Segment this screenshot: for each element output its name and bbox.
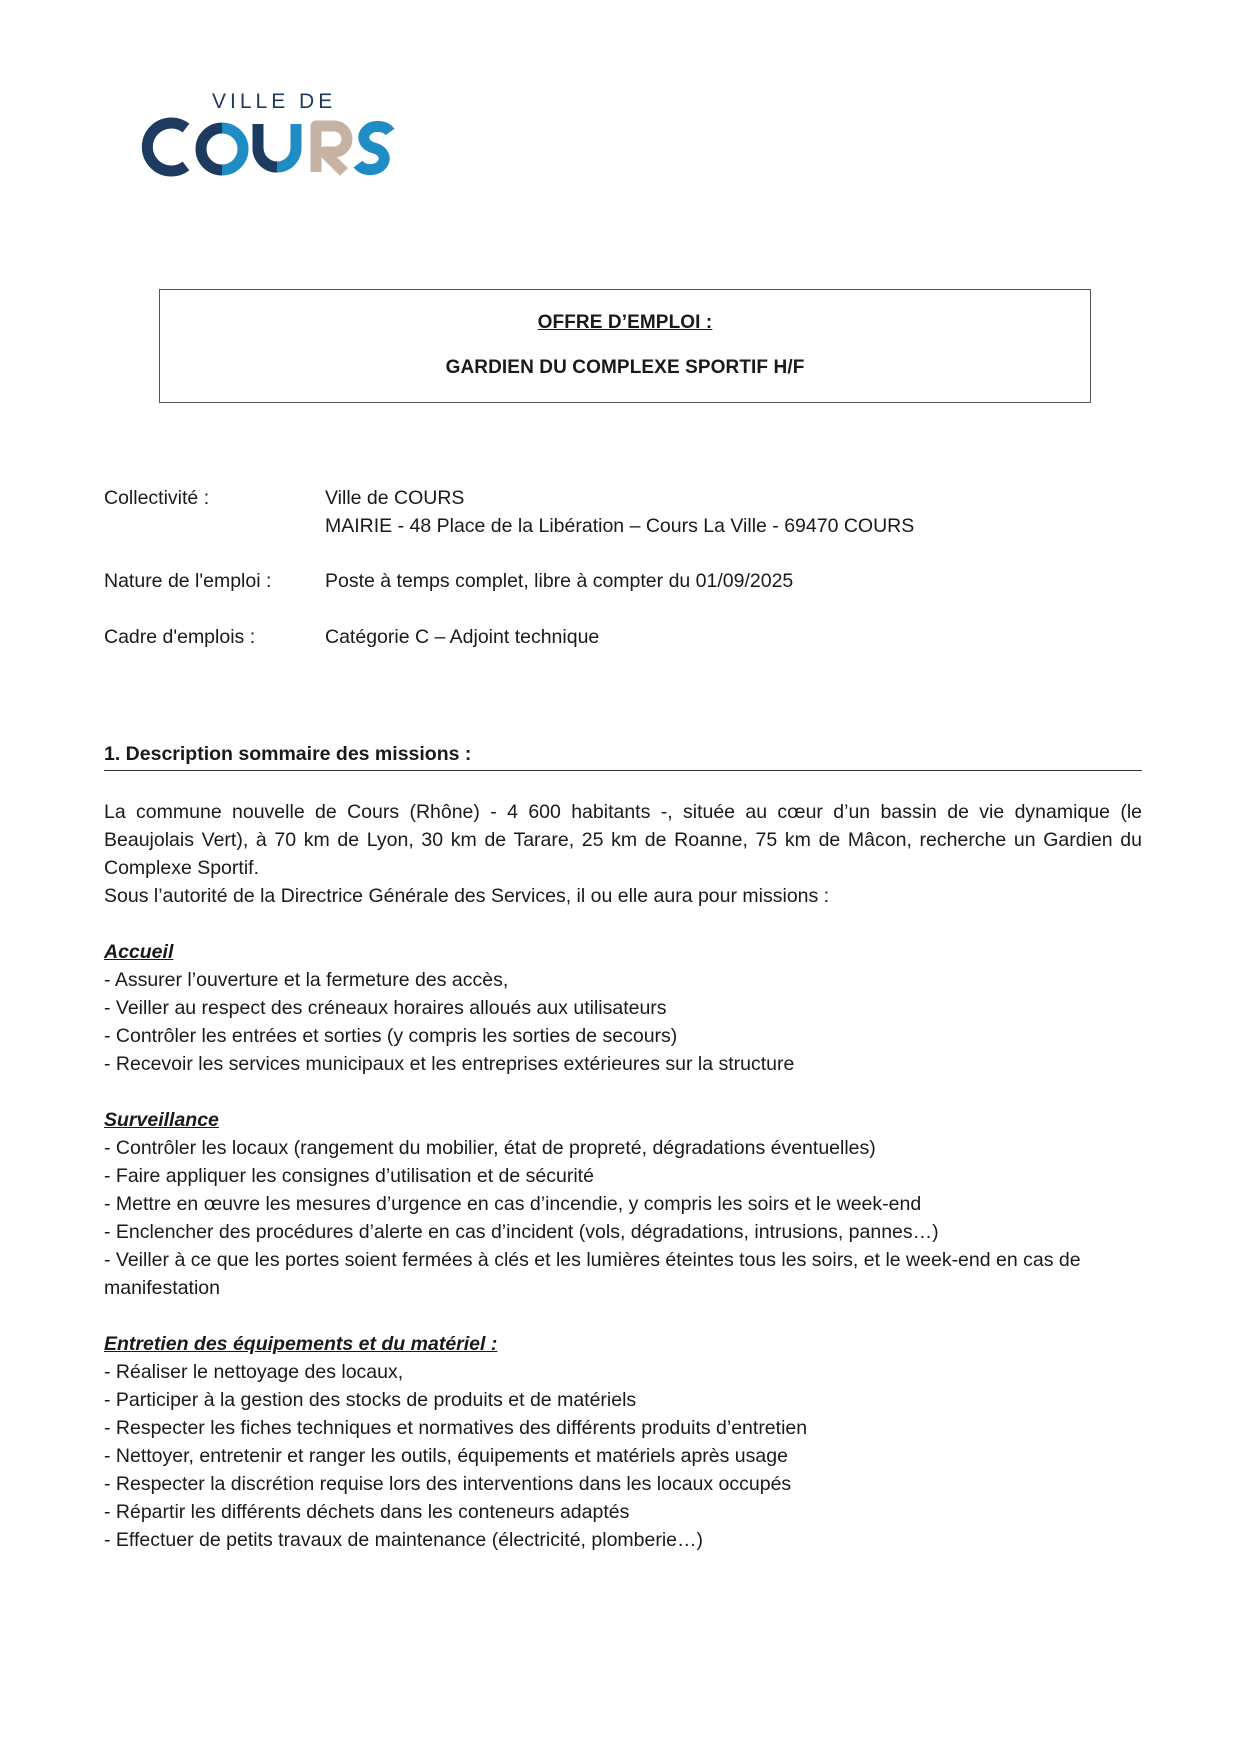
list-item: - Effectuer de petits travaux de maintenance (électricité, plomberie…) (104, 1529, 704, 1551)
offer-heading: OFFRE D’EMPLOI : (537, 312, 713, 333)
title-box (159, 289, 1091, 403)
group-heading: Accueil (104, 941, 174, 963)
list-item: - Participer à la gestion des stocks de produits et de matériels (104, 1389, 637, 1411)
job-title: GARDIEN DU COMPLEXE SPORTIF H/F (445, 357, 805, 378)
collectivite-label: Collectivité : (104, 487, 210, 509)
intro-text: La commune nouvelle de Cours (Rhône) - 4 600 habitants -, située au cœur d’un bassin de vie dynamique (le Beaujolais Vert), à 70 km de Lyon, 30 km de Tarare, 25 km de Roanne, 75 km de Mâcon, recherche un Gardien du Complexe Sportif. (104, 801, 1142, 879)
list-item: - Respecter la discrétion requise lors des interventions dans les locaux occupés (104, 1473, 792, 1495)
list-item: - Recevoir les services municipaux et les entreprises extérieures sur la structure (104, 1053, 795, 1075)
list-item: - Répartir les différents déchets dans les conteneurs adaptés (104, 1501, 630, 1523)
group-accueil (104, 938, 1142, 1078)
list-item: - Assurer l’ouverture et la fermeture des accès, (104, 969, 509, 991)
collectivite-value-address: MAIRIE - 48 Place de la Libération – Cours La Ville - 69470 COURS (325, 515, 915, 537)
cadre-label: Cadre d'emplois : (104, 626, 256, 648)
group-heading: Surveillance (104, 1109, 219, 1131)
list-item: - Contrôler les locaux (rangement du mobilier, état de propreté, dégradations éventuelles) (104, 1137, 876, 1159)
collectivite-value-name: Ville de COURS (325, 487, 465, 509)
group-heading: Entretien des équipements et du matériel : (104, 1333, 498, 1355)
group-entretien (104, 1330, 1142, 1554)
nature-value: Poste à temps complet, libre à compter du 01/09/2025 (325, 570, 794, 592)
list-item: - Contrôler les entrées et sorties (y compris les sorties de secours) (104, 1025, 678, 1047)
list-item: - Nettoyer, entretenir et ranger les outils, équipements et matériels après usage (104, 1445, 788, 1467)
section-heading-missions: 1. Description sommaire des missions : (104, 740, 1142, 771)
nature-label: Nature de l'emploi : (104, 570, 272, 592)
intro-paragraph (104, 798, 1142, 910)
list-item: - Veiller à ce que les portes soient fermées à clés et les lumières éteintes tous les soirs, et le week-end en cas de manifestation (104, 1249, 1081, 1299)
list-item: - Enclencher des procédures d’alerte en cas d’incident (vols, dégradations, intrusions, pannes…) (104, 1221, 939, 1243)
list-item: - Mettre en œuvre les mesures d’urgence en cas d’incendie, y compris les soirs et le week-end (104, 1193, 922, 1215)
list-item: - Réaliser le nettoyage des locaux, (104, 1361, 404, 1383)
list-item: - Faire appliquer les consignes d’utilisation et de sécurité (104, 1165, 594, 1187)
svg-text:VILLE DE: VILLE DE (212, 90, 337, 113)
list-item: - Respecter les fiches techniques et normatives des différents produits d’entretien (104, 1417, 808, 1439)
group-surveillance (104, 1106, 1142, 1302)
ville-de-cours-logo (138, 88, 428, 178)
cadre-value: Catégorie C – Adjoint technique (325, 626, 600, 648)
authority-text: Sous l’autorité de la Directrice Générale des Services, il ou elle aura pour missions : (104, 885, 830, 907)
list-item: - Veiller au respect des créneaux horaires alloués aux utilisateurs (104, 997, 667, 1019)
